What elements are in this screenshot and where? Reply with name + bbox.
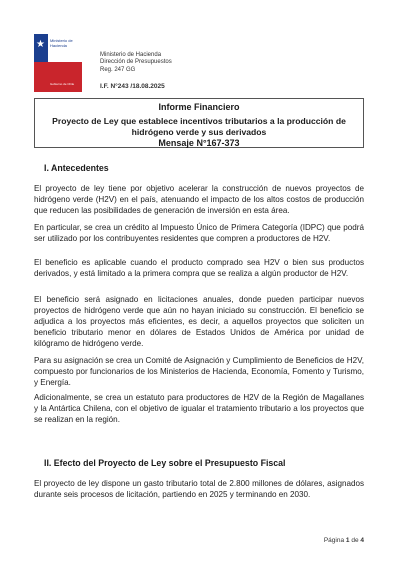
org-line: Ministerio de Hacienda [100,52,162,58]
org-line: Reg. 247 GG [100,66,136,73]
reference-number: I.F. N°243 /18.08.2025 [100,83,165,90]
message-number: Mensaje N°167-373 [158,138,240,148]
paragraph: El proyecto de ley dispone un gasto tributario total de 2.800 millones de dólares, asignados durante seis procesos de licitación, partiendo en 2025 y terminando en 2030. [34,479,364,499]
paragraph: En particular, se crea un crédito al Impuesto Único de Primera Categoría (IDPC) que podrá ser utilizado por los contribuyentes residentes que compren a productores de H2V. [34,223,364,243]
section-heading-antecedentes: I. Antecedentes [44,163,109,173]
star-icon: ★ [36,39,45,50]
paragraph: El beneficio es aplicable cuando el producto comprado sea H2V o bien sus productos derivados, y está limitado a la primera compra que se realiza a algún productor de H2V. [34,258,364,278]
report-heading: Informe Financiero [158,102,240,112]
bill-subject: Proyecto de Ley que establece incentivos tributarios a la producción de hidrógeno verde y sus derivados [52,116,346,137]
government-logo [34,34,82,92]
title-box [34,98,364,148]
header-info [100,52,172,74]
page-number: Página 1 de 4 [323,537,364,544]
section-heading-efecto: II. Efecto del Proyecto de Ley sobre el Presupuesto Fiscal [44,458,286,468]
paragraph: El beneficio será asignado en licitaciones anuales, donde pueden participar nuevos proyectos de hidrógeno verde que aún no hayan iniciado su construcción. El beneficio se adjudica a los proyectos más eficientes, es decir, a aquellos proyectos que soliciten un beneficio tributario menor en dólares de Estados Unidos de América por unidad de kilógramo de hidrógeno verde. [34,295,364,348]
paragraph: Para su asignación se crea un Comité de Asignación y Cumplimiento de Beneficios de H2V, compuesto por funcionarios de los Ministerios de Hacienda, Economía, Fomento y Turismo, y Energía. [34,356,364,387]
logo-text: Ministerio de Hacienda [50,38,73,48]
paragraph: El proyecto de ley tiene por objetivo acelerar la construcción de nuevos proyectos de hidrógeno verde (H2V) en el país, atenuando el impacto de los altos costos de producción que reducen las posibilidades de generación de inversión en esta área. [34,184,364,215]
logo-subtext: Gobierno de Chile [50,82,75,86]
paragraph: Adicionalmente, se crea un estatuto para productores de H2V de la Región de Magallanes y la Antártica Chilena, con el objetivo de igualar el tratamiento tributario a los proyectos que se realizan en la región. [34,393,364,424]
org-line: Dirección de Presupuestos [100,59,172,66]
